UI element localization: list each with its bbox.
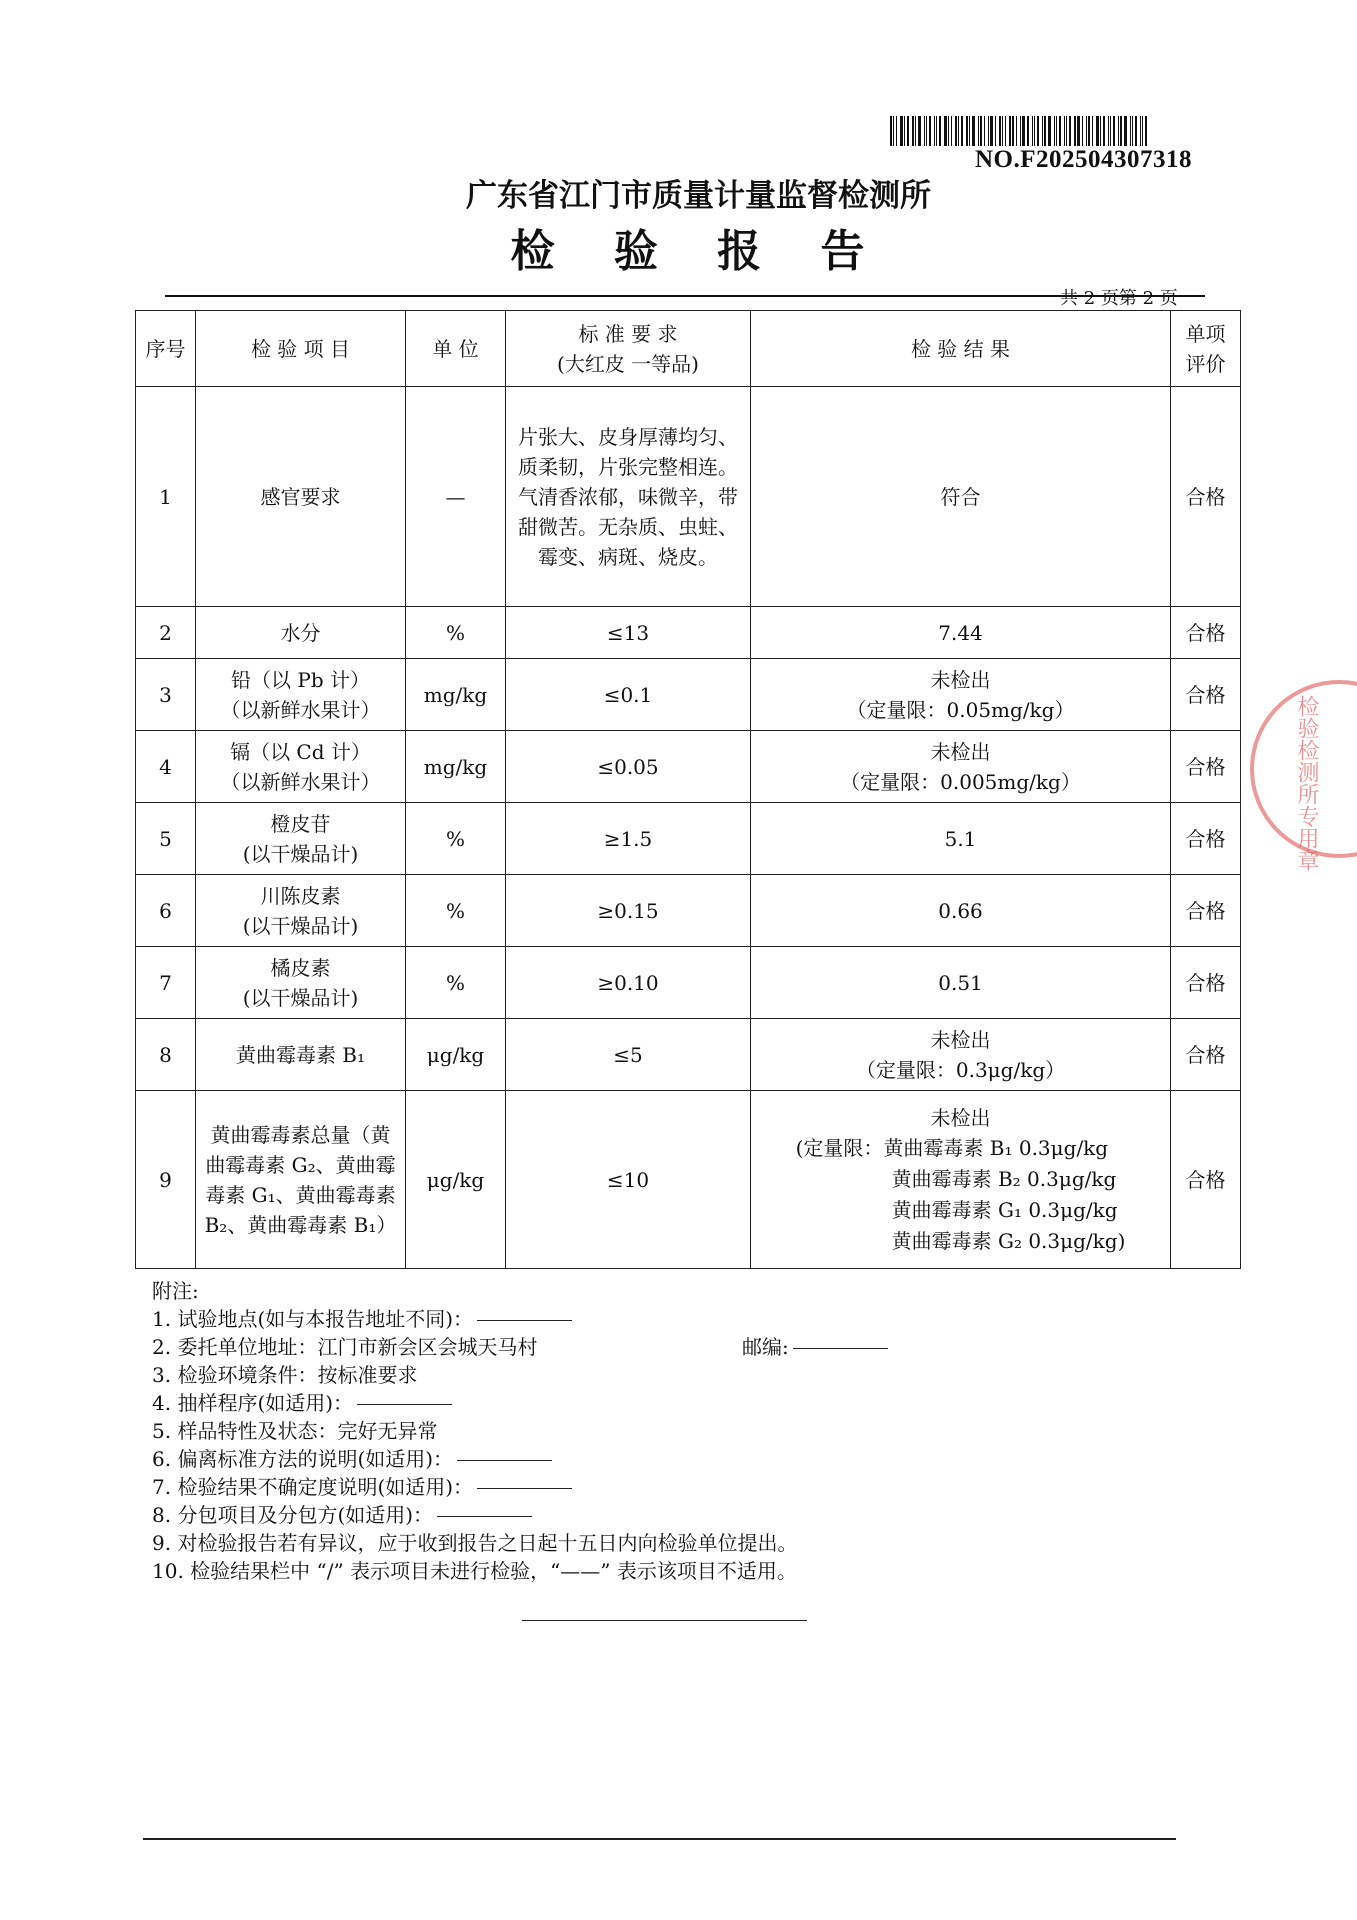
barcode-bar bbox=[969, 116, 970, 146]
barcode-bar bbox=[1016, 116, 1017, 146]
row-unit: % bbox=[406, 803, 506, 875]
row-result: 5.1 bbox=[751, 803, 1171, 875]
row-evaluation: 合格 bbox=[1171, 659, 1241, 731]
row-item bbox=[196, 803, 406, 875]
row-evaluation: 合格 bbox=[1171, 731, 1241, 803]
row-requirement: ≤0.1 bbox=[506, 659, 751, 731]
barcode-bar bbox=[1002, 116, 1003, 146]
barcode-bar bbox=[1042, 116, 1043, 146]
barcode-bar bbox=[1092, 116, 1093, 146]
row-evaluation: 合格 bbox=[1171, 607, 1241, 659]
inspection-table bbox=[135, 310, 1241, 1269]
blank-field bbox=[437, 1516, 532, 1517]
header-requirement bbox=[506, 311, 751, 387]
blank-field bbox=[793, 1348, 888, 1349]
row-seq: 1 bbox=[136, 387, 196, 607]
blank-field bbox=[477, 1488, 572, 1489]
note-line bbox=[152, 1473, 888, 1501]
table-row bbox=[136, 1091, 1241, 1269]
row-result-line1: 未检出 bbox=[930, 667, 991, 692]
row-requirement: ≤0.05 bbox=[506, 731, 751, 803]
table-row bbox=[136, 387, 1241, 607]
report-number: NO.F202504307318 bbox=[975, 146, 1193, 173]
row-result bbox=[751, 731, 1171, 803]
barcode-bar bbox=[926, 116, 927, 146]
barcode-bar bbox=[1082, 116, 1083, 146]
barcode-bar bbox=[980, 116, 982, 146]
note-line: 5. 样品特性及状态：完好无异常 bbox=[152, 1419, 438, 1443]
row-result-title: 未检出 bbox=[930, 1105, 991, 1130]
barcode-bar bbox=[1135, 116, 1137, 146]
row-item: 感官要求 bbox=[196, 387, 406, 607]
barcode-bar bbox=[1012, 116, 1014, 146]
barcode-bar bbox=[1145, 116, 1147, 146]
row-item-line1: 橙皮苷 bbox=[270, 811, 331, 836]
row-item bbox=[196, 875, 406, 947]
row-item-line2: (以干燥品计) bbox=[242, 841, 359, 866]
note-line bbox=[152, 1445, 888, 1473]
limit-line: 黄曲霉毒素 B₂ 0.3μg/kg bbox=[891, 1166, 1117, 1191]
row-requirement: 片张大、皮身厚薄均匀、质柔韧，片张完整相连。气清香浓郁，味微辛，带甜微苦。无杂质、虫蛀、霉变、病斑、烧皮。 bbox=[506, 387, 751, 607]
barcode-bar bbox=[1077, 116, 1080, 146]
table-row bbox=[136, 659, 1241, 731]
row-item-line1: 铅（以 Pb 计） bbox=[231, 667, 370, 692]
barcode-bar bbox=[929, 116, 931, 146]
row-requirement: ≤13 bbox=[506, 607, 751, 659]
row-unit: % bbox=[406, 947, 506, 1019]
header-unit: 单 位 bbox=[406, 311, 506, 387]
barcode-bar bbox=[1108, 116, 1109, 146]
barcode-bar bbox=[1132, 116, 1133, 146]
table-row bbox=[136, 731, 1241, 803]
row-result bbox=[751, 1019, 1171, 1091]
barcode-bar bbox=[1056, 116, 1057, 146]
row-unit: μg/kg bbox=[406, 1091, 506, 1269]
barcode-bar bbox=[951, 116, 952, 146]
barcode-bar bbox=[1044, 116, 1046, 146]
barcode-bar bbox=[890, 116, 892, 146]
barcode-bar bbox=[961, 116, 963, 146]
row-seq: 4 bbox=[136, 731, 196, 803]
barcode-bar bbox=[1032, 116, 1033, 146]
barcode-bar bbox=[1022, 116, 1025, 146]
barcode-bar bbox=[1110, 116, 1111, 146]
row-item-line2: （以新鲜水果计） bbox=[220, 769, 381, 794]
barcode-bar bbox=[1020, 116, 1021, 146]
header-evaluation bbox=[1171, 311, 1241, 387]
barcode-bar bbox=[1124, 116, 1127, 146]
row-seq: 5 bbox=[136, 803, 196, 875]
barcode bbox=[890, 116, 1206, 146]
row-result: 7.44 bbox=[751, 607, 1171, 659]
row-item: 水分 bbox=[196, 607, 406, 659]
row-unit: — bbox=[406, 387, 506, 607]
barcode-bar bbox=[1027, 116, 1029, 146]
row-evaluation: 合格 bbox=[1171, 1091, 1241, 1269]
note-line bbox=[152, 1389, 888, 1417]
table-row bbox=[136, 607, 1241, 659]
barcode-bar bbox=[1074, 116, 1076, 146]
barcode-bar bbox=[893, 116, 894, 146]
row-seq: 8 bbox=[136, 1019, 196, 1091]
row-unit: mg/kg bbox=[406, 731, 506, 803]
row-item-line1: 橘皮素 bbox=[270, 955, 331, 980]
row-result-line2: （定量限：0.3μg/kg） bbox=[855, 1057, 1066, 1082]
header-requirement-line1: 标 准 要 求 bbox=[578, 321, 678, 346]
barcode-bar bbox=[966, 116, 968, 146]
barcode-bar bbox=[1064, 116, 1065, 146]
organization-name: 广东省江门市质量计量监督检测所 bbox=[466, 178, 931, 214]
barcode-bar bbox=[904, 116, 905, 146]
row-result: 0.51 bbox=[751, 947, 1171, 1019]
barcode-bar bbox=[907, 116, 909, 146]
note-text: 4. 抽样程序(如适用)： bbox=[152, 1391, 354, 1415]
barcode-bar bbox=[896, 116, 897, 146]
barcode-bar bbox=[948, 116, 949, 146]
blank-field bbox=[457, 1460, 552, 1461]
barcode-bar bbox=[995, 116, 996, 146]
row-item bbox=[196, 731, 406, 803]
barcode-bar bbox=[924, 116, 925, 146]
header-evaluation-line1: 单项 bbox=[1185, 321, 1226, 346]
footer-rule bbox=[143, 1838, 1176, 1840]
limit-line: (定量限：黄曲霉毒素 B₁ 0.3μg/kg bbox=[795, 1135, 1109, 1160]
note-line: 3. 检验环境条件：按标准要求 bbox=[152, 1363, 418, 1387]
barcode-bar bbox=[1069, 116, 1071, 146]
barcode-bar bbox=[1096, 116, 1099, 146]
row-result: 符合 bbox=[751, 387, 1171, 607]
row-item-line1: 镉（以 Cd 计） bbox=[230, 739, 371, 764]
note-text: 7. 检验结果不确定度说明(如适用)： bbox=[152, 1475, 474, 1499]
barcode-bar bbox=[915, 116, 916, 146]
row-result-line1: 未检出 bbox=[930, 1027, 991, 1052]
note-line: 9. 对检验报告若有异议，应于收到报告之日起十五日内向检验单位提出。 bbox=[152, 1531, 798, 1555]
barcode-bar bbox=[1100, 116, 1101, 146]
row-seq: 6 bbox=[136, 875, 196, 947]
header-seq: 序号 bbox=[136, 311, 196, 387]
row-item: 黄曲霉毒素 B₁ bbox=[196, 1019, 406, 1091]
barcode-bar bbox=[1059, 116, 1061, 146]
barcode-bar bbox=[1086, 116, 1087, 146]
row-requirement: ≥1.5 bbox=[506, 803, 751, 875]
barcode-bar bbox=[1034, 116, 1035, 146]
table-row bbox=[136, 875, 1241, 947]
barcode-bar bbox=[999, 116, 1001, 146]
row-requirement: ≤5 bbox=[506, 1019, 751, 1091]
row-result bbox=[751, 659, 1171, 731]
row-result-line2: （定量限：0.05mg/kg） bbox=[846, 697, 1075, 722]
table-row bbox=[136, 803, 1241, 875]
barcode-bar bbox=[939, 116, 941, 146]
page-info: 共 2 页第 2 页 bbox=[1060, 288, 1178, 309]
barcode-bar bbox=[1048, 116, 1051, 146]
barcode-bar bbox=[918, 116, 921, 146]
row-seq: 3 bbox=[136, 659, 196, 731]
row-requirement: ≤10 bbox=[506, 1091, 751, 1269]
row-item-line2: (以干燥品计) bbox=[242, 913, 359, 938]
barcode-bar bbox=[944, 116, 947, 146]
row-unit: μg/kg bbox=[406, 1019, 506, 1091]
row-item-line2: （以新鲜水果计） bbox=[220, 697, 381, 722]
end-rule bbox=[522, 1620, 807, 1621]
note-line: 10. 检验结果栏中 “/” 表示项目未进行检验，“——” 表示该项目不适用。 bbox=[152, 1559, 797, 1583]
note-text: 2. 委托单位地址：江门市新会区会城天马村 bbox=[152, 1335, 538, 1359]
barcode-bar bbox=[1054, 116, 1055, 146]
barcode-bar bbox=[988, 116, 989, 146]
row-seq: 2 bbox=[136, 607, 196, 659]
row-unit: mg/kg bbox=[406, 659, 506, 731]
header-evaluation-line2: 评价 bbox=[1185, 351, 1226, 376]
row-result-line1: 未检出 bbox=[930, 739, 991, 764]
barcode-bar bbox=[1088, 116, 1090, 146]
note-line bbox=[152, 1333, 888, 1361]
table-row bbox=[136, 947, 1241, 1019]
row-result-limits bbox=[796, 1133, 1126, 1257]
barcode-bar bbox=[934, 116, 935, 146]
row-evaluation: 合格 bbox=[1171, 875, 1241, 947]
barcode-bar bbox=[936, 116, 937, 146]
barcode-bar bbox=[1103, 116, 1105, 146]
row-evaluation: 合格 bbox=[1171, 1019, 1241, 1091]
barcode-bar bbox=[1140, 116, 1141, 146]
barcode-bar bbox=[900, 116, 903, 146]
barcode-bar bbox=[912, 116, 914, 146]
table-header-row bbox=[136, 311, 1241, 387]
row-result: 0.66 bbox=[751, 875, 1171, 947]
row-item bbox=[196, 659, 406, 731]
row-requirement: ≥0.10 bbox=[506, 947, 751, 1019]
header-result: 检 验 结 果 bbox=[751, 311, 1171, 387]
blank-field bbox=[477, 1320, 572, 1321]
barcode-bar bbox=[955, 116, 957, 146]
row-requirement: ≥0.15 bbox=[506, 875, 751, 947]
note-line bbox=[152, 1501, 888, 1529]
row-result-line2: （定量限：0.005mg/kg） bbox=[840, 769, 1081, 794]
header-rule bbox=[165, 295, 1205, 297]
barcode-bar bbox=[1037, 116, 1039, 146]
row-item-line1: 川陈皮素 bbox=[260, 883, 341, 908]
barcode-bar bbox=[1005, 116, 1006, 146]
limit-line: 黄曲霉毒素 G₂ 0.3μg/kg) bbox=[891, 1228, 1126, 1253]
header-item: 检 验 项 目 bbox=[196, 311, 406, 387]
barcode-bar bbox=[1142, 116, 1143, 146]
seal-text: 检验检测所专用章 bbox=[1294, 695, 1319, 871]
barcode-bar bbox=[972, 116, 975, 146]
table-row bbox=[136, 1019, 1241, 1091]
row-evaluation: 合格 bbox=[1171, 387, 1241, 607]
note-text: 6. 偏离标准方法的说明(如适用)： bbox=[152, 1447, 454, 1471]
barcode-bar bbox=[958, 116, 959, 146]
row-item: 黄曲霉毒素总量（黄曲霉毒素 G₂、黄曲霉毒素 G₁、黄曲霉毒素 B₂、黄曲霉毒素 B₁） bbox=[196, 1091, 406, 1269]
header-requirement-line2: (大红皮 一等品) bbox=[557, 351, 699, 376]
barcode-bar bbox=[978, 116, 979, 146]
barcode-bar bbox=[1066, 116, 1067, 146]
row-unit: % bbox=[406, 607, 506, 659]
row-evaluation: 合格 bbox=[1171, 947, 1241, 1019]
note-line bbox=[152, 1305, 888, 1333]
notes bbox=[152, 1277, 888, 1585]
barcode-bar bbox=[984, 116, 985, 146]
barcode-bar bbox=[990, 116, 993, 146]
barcode-bar bbox=[1113, 116, 1115, 146]
row-item bbox=[196, 947, 406, 1019]
blank-field bbox=[357, 1404, 452, 1405]
note-text: 8. 分包项目及分包方(如适用)： bbox=[152, 1503, 434, 1527]
barcode-bar bbox=[1120, 116, 1122, 146]
row-result bbox=[751, 1091, 1171, 1269]
barcode-bar bbox=[1009, 116, 1011, 146]
barcode-bar bbox=[1130, 116, 1131, 146]
row-item-line2: (以干燥品计) bbox=[242, 985, 359, 1010]
row-evaluation: 合格 bbox=[1171, 803, 1241, 875]
limit-line: 黄曲霉毒素 G₁ 0.3μg/kg bbox=[891, 1197, 1118, 1222]
barcode-bar bbox=[1118, 116, 1119, 146]
row-unit: % bbox=[406, 875, 506, 947]
row-seq: 9 bbox=[136, 1091, 196, 1269]
notes-title: 附注: bbox=[152, 1279, 199, 1303]
report-title: 检 验 报 告 bbox=[510, 226, 887, 277]
postcode-label: 邮编: bbox=[742, 1335, 789, 1359]
row-seq: 7 bbox=[136, 947, 196, 1019]
note-text: 1. 试验地点(如与本报告地址不同)： bbox=[152, 1307, 474, 1331]
